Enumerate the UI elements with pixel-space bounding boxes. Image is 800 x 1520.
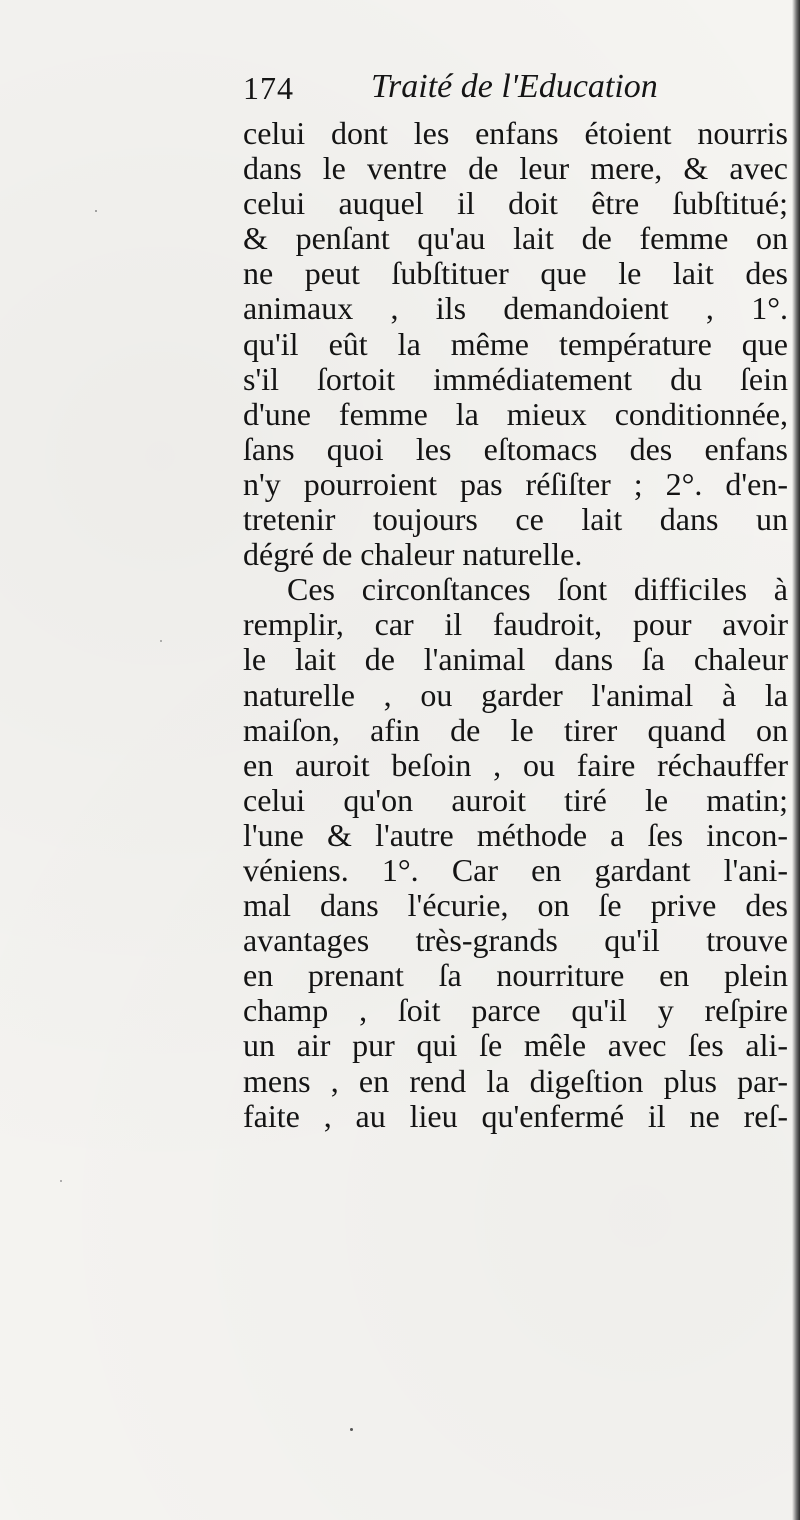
text-line: celui qu'on auroit tiré le matin; bbox=[243, 782, 788, 818]
text-line: naturelle , ou garder l'animal à la bbox=[243, 677, 788, 713]
text-line: mens , en rend la digeſtion plus par- bbox=[243, 1063, 788, 1099]
paper-speck bbox=[350, 1428, 353, 1431]
page-edge-shadow bbox=[792, 0, 800, 1520]
text-line: en prenant ſa nourriture en plein bbox=[243, 958, 788, 994]
running-title: Traité de l'Education bbox=[371, 68, 658, 105]
text-line: Ces circonſtances ſont difficiles à bbox=[287, 572, 788, 608]
text-line: celui dont les enfans étoient nourris bbox=[243, 116, 788, 151]
text-line: champ , ſoit parce qu'il y reſpire bbox=[243, 993, 788, 1029]
text-line: en auroit beſoin , ou faire réchauffer bbox=[243, 747, 788, 783]
text-line: remplir, car il faudroit, pour avoir bbox=[243, 607, 788, 643]
text-line: faite , au lieu qu'enfermé il ne reſ- bbox=[243, 1098, 788, 1134]
text-line: mal dans l'écurie, on ſe prive des bbox=[243, 888, 788, 924]
text-line: s'il ſortoit immédiatement du ſein bbox=[243, 361, 788, 397]
text-line: véniens. 1°. Car en gardant l'ani- bbox=[243, 852, 788, 888]
paper-speck bbox=[95, 210, 97, 212]
text-line: ne peut ſubſtituer que le lait des bbox=[243, 256, 788, 292]
text-line: avantages très-grands qu'il trouve bbox=[243, 923, 788, 959]
paper-speck bbox=[160, 640, 162, 642]
text-line: qu'il eût la même température que bbox=[243, 326, 788, 362]
text-line: tretenir toujours ce lait dans un bbox=[243, 502, 788, 538]
text-line: dans le ventre de leur mere, & avec bbox=[243, 151, 788, 187]
body-text bbox=[243, 116, 788, 1134]
text-line: le lait de l'animal dans ſa chaleur bbox=[243, 642, 788, 678]
paragraph bbox=[243, 116, 788, 572]
text-line: ſans quoi les eſtomacs des enfans bbox=[243, 431, 788, 467]
paragraph bbox=[243, 572, 788, 1134]
text-line: animaux , ils demandoient , 1°. bbox=[243, 291, 788, 327]
page-header bbox=[243, 66, 783, 110]
paper-speck bbox=[60, 1180, 62, 1182]
page-number: 174 bbox=[243, 70, 294, 106]
text-line: n'y pourroient pas réſiſter ; 2°. d'en- bbox=[243, 466, 788, 502]
text-line: maiſon, afin de le tirer quand on bbox=[243, 712, 788, 748]
text-line: celui auquel il doit être ſubſtitué; bbox=[243, 186, 788, 222]
text-line: l'une & l'autre méthode a ſes incon- bbox=[243, 817, 788, 853]
text-line: & penſant qu'au lait de femme on bbox=[243, 221, 788, 257]
text-line: un air pur qui ſe mêle avec ſes ali- bbox=[243, 1028, 788, 1064]
text-line: dégré de chaleur naturelle. bbox=[243, 537, 583, 573]
text-line: d'une femme la mieux conditionnée, bbox=[243, 396, 788, 432]
